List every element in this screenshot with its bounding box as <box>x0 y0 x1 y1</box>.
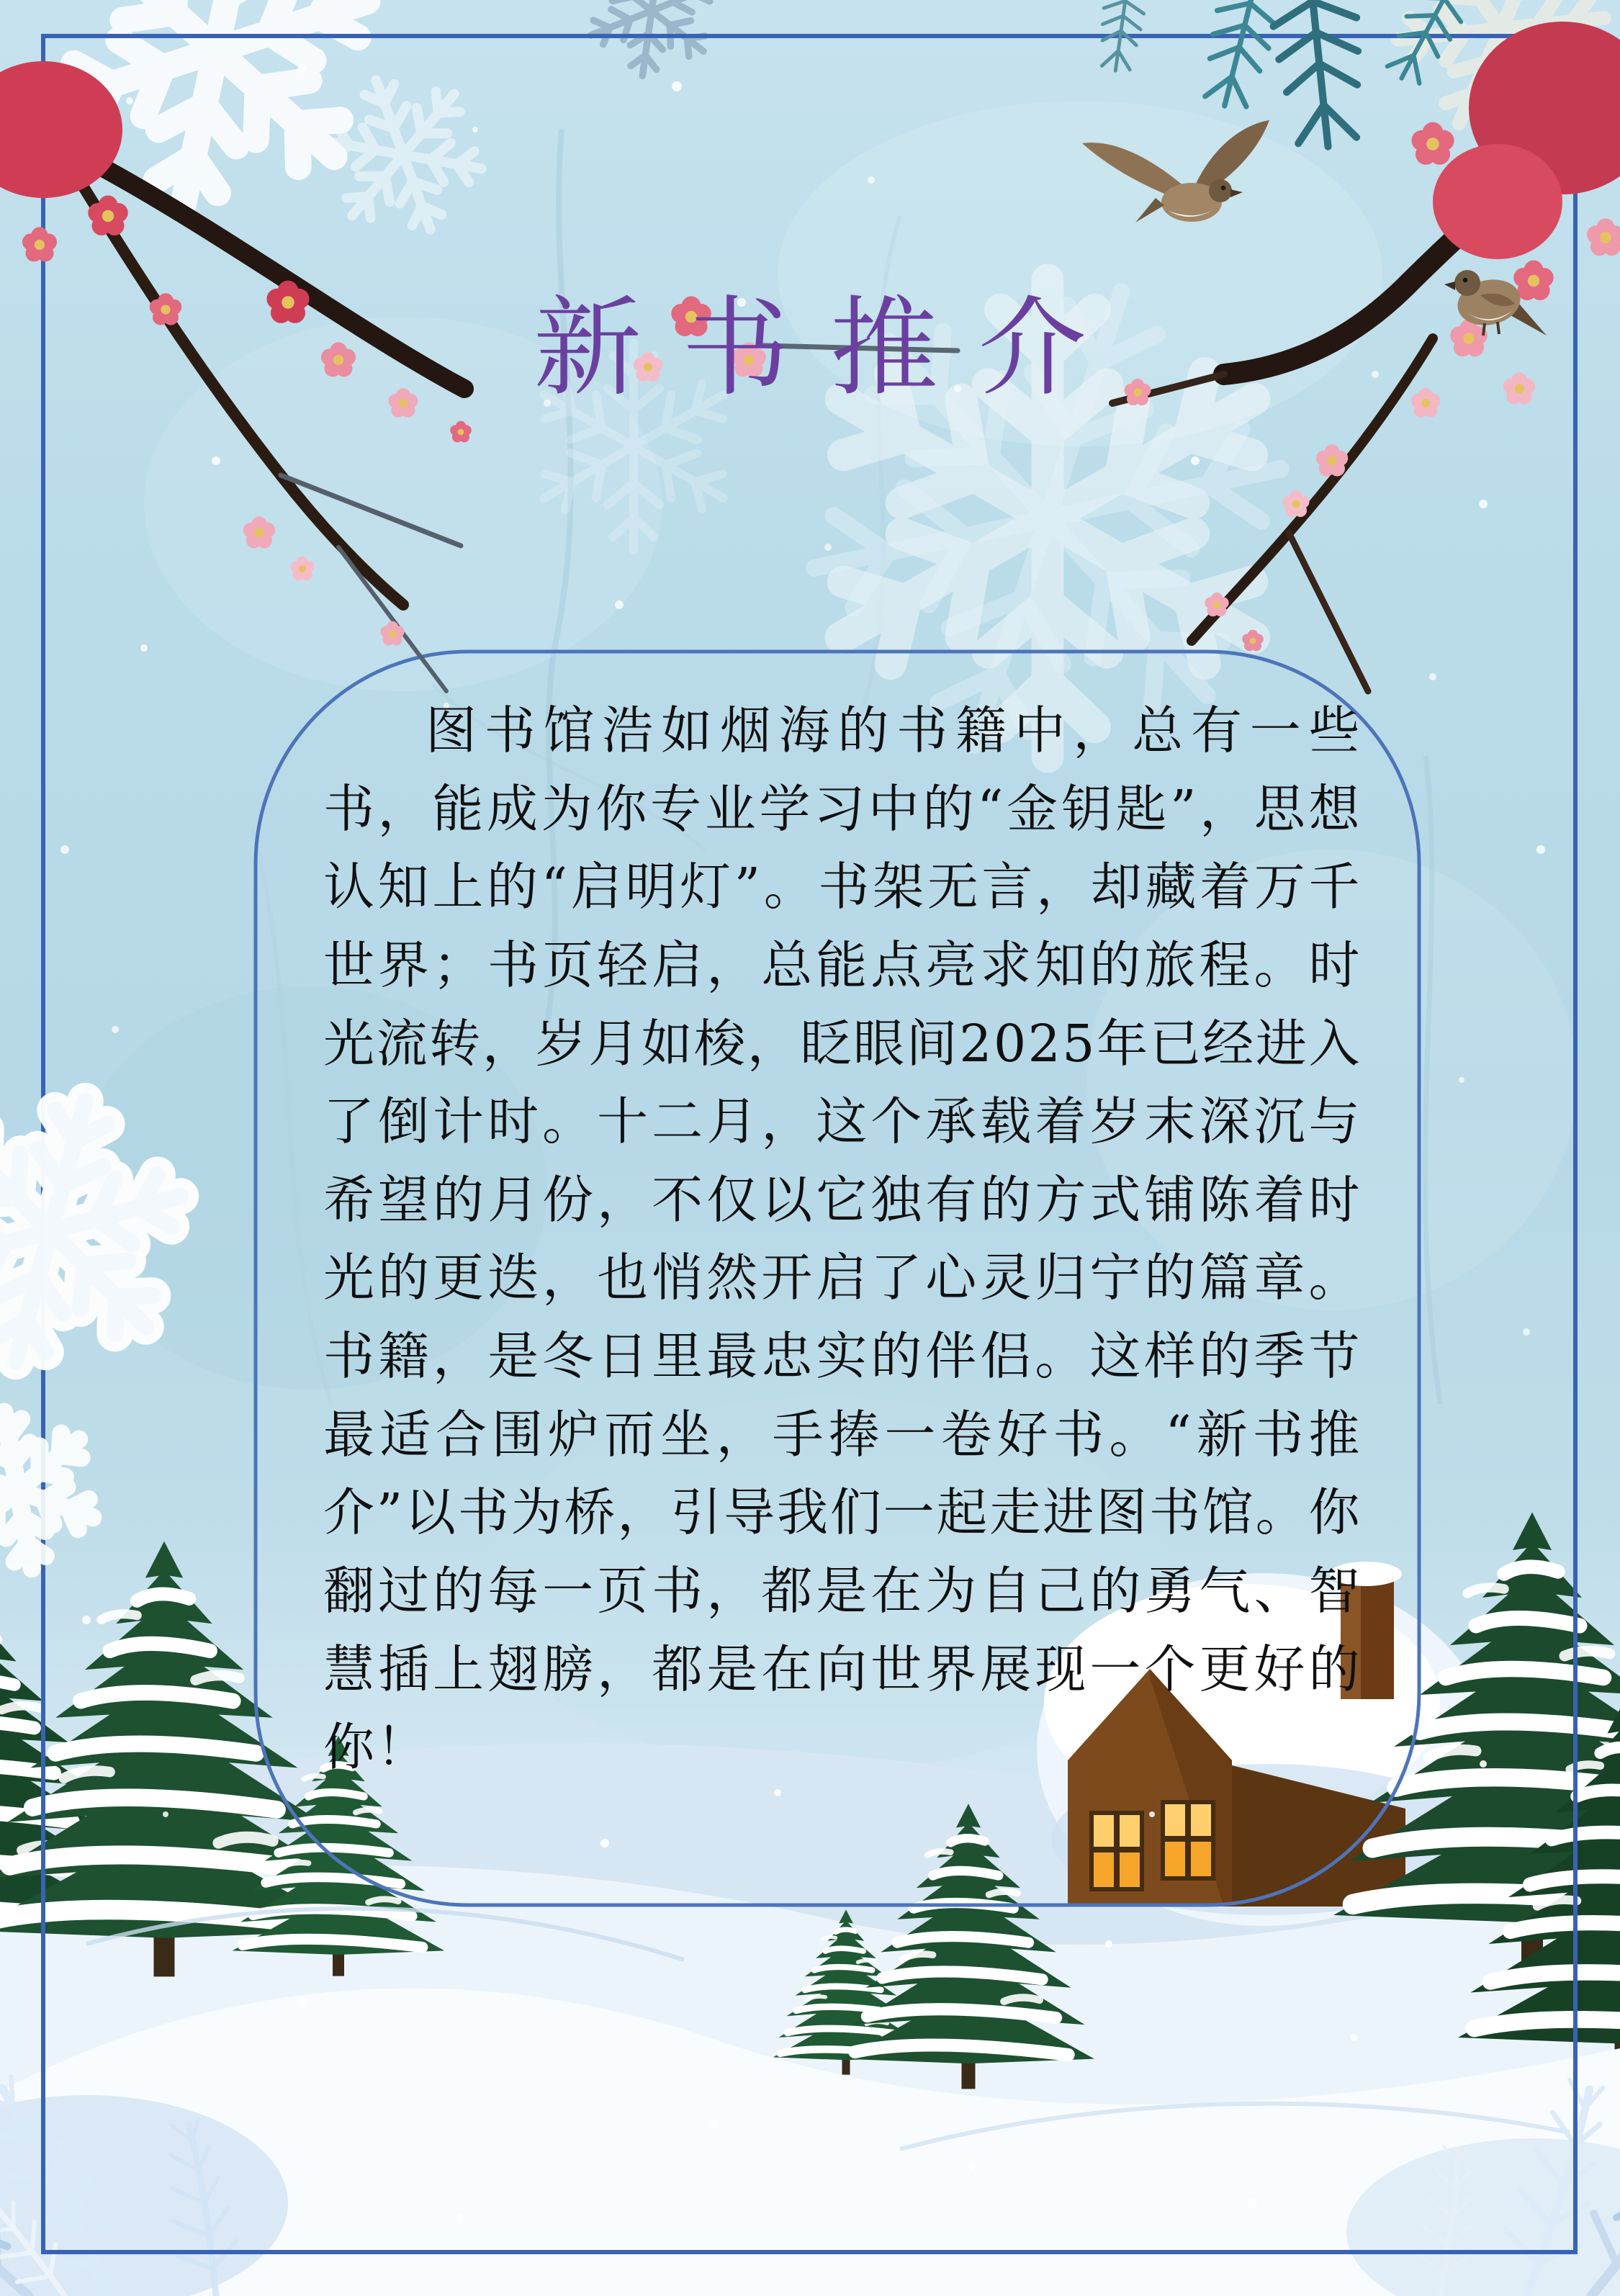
page-title: 新书推介 <box>533 286 1127 411</box>
text-panel <box>254 650 1421 1906</box>
intro-paragraph: 图书馆浩如烟海的书籍中，总有一些书，能成为你专业学习中的“金钥匙”，思想认知上的“启明灯”。书架无言，却藏着万千世界；书页轻启，总能点亮求知的旅程。时光流转，岁月如梭，眨眼间2025年已经进入了倒计时。十二月，这个承载着岁末深沉与希望的月份，不仅以它独有的方式铺陈着时光的更迭，也悄然开启了心灵归宁的篇章。书籍，是冬日里最忠实的伴侣。这样的季节最适合围炉而坐，手捧一卷好书。“新书推介”以书为桥，引导我们一起走进图书馆。你翻过的每一页书，都是在为自己的勇气、智慧插上翅膀，都是在向世界展现一个更好的你！ <box>323 701 1362 1778</box>
